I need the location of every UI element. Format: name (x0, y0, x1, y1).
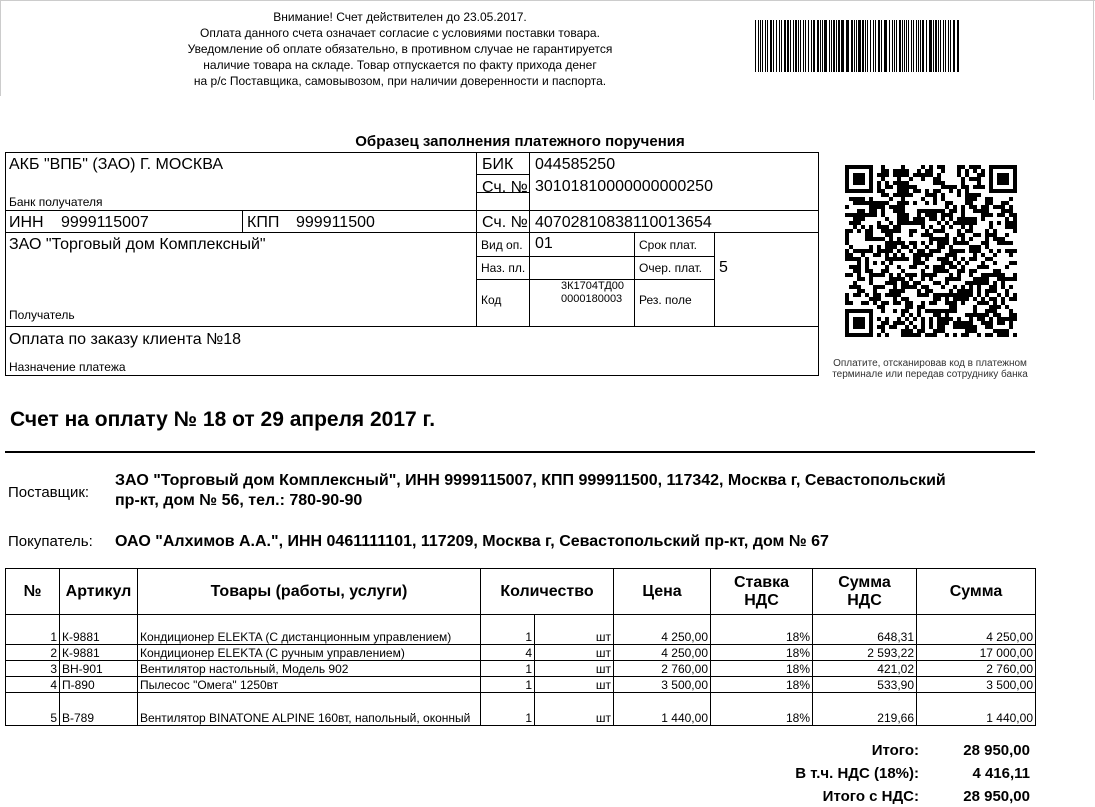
notice-line: Внимание! Счет действителен до 23.05.2017. (273, 10, 527, 24)
table-row (6, 645, 1036, 661)
srok-label: Срок плат. (639, 238, 698, 252)
validity-notice (150, 9, 650, 89)
cell-vat-sum: 648,31 (813, 615, 917, 645)
recipient-name: ЗАО "Торговый дом Комплексный" (9, 236, 266, 253)
header-price: Цена (614, 569, 711, 615)
table-header-row (6, 569, 1036, 615)
cell-price: 4 250,00 (614, 615, 711, 645)
total-row (600, 742, 1034, 765)
grand-total-label: Итого с НДС: (822, 788, 919, 805)
barcode-image (755, 20, 960, 72)
cell-sum: 17 000,00 (917, 645, 1036, 661)
cell-qty: 4 (481, 645, 535, 661)
kpp-value: 999911500 (296, 214, 375, 231)
notice-line: наличие товара на складе. Товар отпускается по факту прихода денег (203, 58, 597, 72)
kod-label: Код (481, 293, 502, 307)
qr-caption-line: терминале или передав сотруднику банка (832, 369, 1028, 380)
header-qty: Количество (481, 569, 614, 615)
purpose-label: Назначение платежа (9, 360, 126, 374)
cell-price: 2 760,00 (614, 661, 711, 677)
supplier-line: ЗАО "Торговый дом Комплексный", ИНН 9999115007, КПП 999911500, 117342, Москва г, Севастопольский (115, 472, 946, 489)
cell-sku: В-789 (60, 693, 138, 726)
cell-qty: 1 (481, 693, 535, 726)
purpose-value: Оплата по заказу клиента №18 (9, 331, 242, 348)
bank-name: АКБ "ВПБ" (ЗАО) Г. МОСКВА (9, 156, 224, 173)
cell-vat-sum: 2 593,22 (813, 645, 917, 661)
header-sum: Сумма (917, 569, 1036, 615)
naz-label: Наз. пл. (481, 261, 526, 275)
kod-value-1: 3К1704ТД00 (561, 280, 625, 292)
cell-sku: П-890 (60, 677, 138, 693)
cell-num: 4 (6, 677, 60, 693)
total-value: 28 950,00 (963, 742, 1030, 759)
buyer-details: ОАО "Алхимов А.А.", ИНН 0461111101, 117209, Москва г, Севастопольский пр-кт, дом № 67 (115, 533, 829, 550)
supplier-line: пр-кт, дом № 56, тел.: 780-90-90 (115, 492, 363, 509)
bik-value: 044585250 (535, 156, 616, 173)
table-row (6, 615, 1036, 645)
cell-sum: 4 250,00 (917, 615, 1036, 645)
supplier-details (115, 471, 1035, 511)
ocher-value: 5 (719, 259, 728, 276)
cell-price: 1 440,00 (614, 693, 711, 726)
qr-caption-line: Оплатите, отсканировав код в платежном (833, 358, 1027, 369)
cell-vat-rate: 18% (711, 677, 813, 693)
account-label: Сч. № (482, 214, 528, 231)
cell-unit: шт (535, 693, 614, 726)
cell-sum: 1 440,00 (917, 693, 1036, 726)
cell-vat-rate: 18% (711, 645, 813, 661)
cell-name: Кондиционер ELEKTA (С дистанционным управлением) (138, 615, 481, 645)
cell-unit: шт (535, 661, 614, 677)
cell-num: 2 (6, 645, 60, 661)
cell-qty: 1 (481, 615, 535, 645)
grand-total-row (600, 788, 1034, 807)
invoice-divider (5, 451, 1035, 453)
corr-account-value: 30101810000000000250 (535, 178, 713, 195)
vat-total-label: В т.ч. НДС (18%): (795, 765, 919, 782)
cell-num: 1 (6, 615, 60, 645)
supplier-label: Поставщик: (8, 484, 90, 501)
buyer-label: Покупатель: (8, 533, 93, 550)
vid-op-value: 01 (535, 235, 553, 252)
cell-qty: 1 (481, 677, 535, 693)
cell-vat-sum: 421,02 (813, 661, 917, 677)
bank-label: Банк получателя (9, 195, 103, 209)
vid-op-label: Вид оп. (481, 238, 523, 252)
page-top-edge (0, 0, 1095, 1)
notice-line: Оплата данного счета означает согласие с условиями поставки товара. (200, 26, 600, 40)
grand-total-value: 28 950,00 (963, 788, 1030, 805)
table-row (6, 677, 1036, 693)
cell-price: 4 250,00 (614, 645, 711, 661)
qr-code-image (845, 165, 1017, 337)
cell-price: 3 500,00 (614, 677, 711, 693)
cell-unit: шт (535, 645, 614, 661)
cell-unit: шт (535, 677, 614, 693)
kpp-label: КПП (247, 214, 280, 231)
ocher-label: Очер. плат. (639, 261, 703, 275)
cell-vat-rate: 18% (711, 615, 813, 645)
payment-form-title: Образец заполнения платежного поручения (355, 133, 685, 150)
kod-value-2: 0000180003 (561, 293, 623, 305)
header-vat-rate: Ставка НДС (711, 569, 813, 615)
cell-name: Вентилятор настольный, Модель 902 (138, 661, 481, 677)
vat-total-value: 4 416,11 (972, 765, 1030, 782)
cell-sku: К-9881 (60, 615, 138, 645)
cell-vat-sum: 533,90 (813, 677, 917, 693)
notice-line: Уведомление об оплате обязательно, в противном случае не гарантируется (187, 42, 613, 56)
inn-value: 9999115007 (61, 214, 149, 231)
vat-total-row (600, 765, 1034, 788)
qr-caption (820, 358, 1040, 380)
header-num: № (6, 569, 60, 615)
table-row (6, 661, 1036, 677)
cell-num: 3 (6, 661, 60, 677)
inn-label: ИНН (9, 214, 44, 231)
page-left-edge (0, 0, 1, 96)
account-value: 40702810838110013654 (535, 214, 712, 231)
cell-name: Кондиционер ELEKTA (С ручным управлением) (138, 645, 481, 661)
header-sku: Артикул (60, 569, 138, 615)
totals-block (600, 742, 1034, 807)
header-vat-sum: Сумма НДС (813, 569, 917, 615)
total-label: Итого: (871, 742, 919, 759)
cell-sku: К-9881 (60, 645, 138, 661)
cell-name: Вентилятор BINATONE ALPINE 160вт, напольный, оконный (138, 693, 481, 726)
cell-num: 5 (6, 693, 60, 726)
cell-sum: 3 500,00 (917, 677, 1036, 693)
cell-vat-rate: 18% (711, 693, 813, 726)
cell-vat-rate: 18% (711, 661, 813, 677)
rez-label: Рез. поле (639, 293, 692, 307)
payment-form (5, 152, 819, 376)
invoice-title: Счет на оплату № 18 от 29 апреля 2017 г. (10, 408, 436, 431)
cell-sku: ВН-901 (60, 661, 138, 677)
table-row (6, 693, 1036, 726)
corr-account-label: Сч. № (482, 179, 528, 196)
cell-name: Пылесос "Омега" 1250вт (138, 677, 481, 693)
goods-table (5, 568, 1036, 726)
cell-qty: 1 (481, 661, 535, 677)
recipient-label: Получатель (9, 308, 75, 322)
cell-sum: 2 760,00 (917, 661, 1036, 677)
notice-line: на р/с Поставщика, самовывозом, при наличии доверенности и паспорта. (193, 74, 607, 88)
header-goods: Товары (работы, услуги) (138, 569, 481, 615)
cell-unit: шт (535, 615, 614, 645)
bik-label: БИК (482, 156, 514, 173)
page-right-edge (1093, 0, 1094, 100)
cell-vat-sum: 219,66 (813, 693, 917, 726)
